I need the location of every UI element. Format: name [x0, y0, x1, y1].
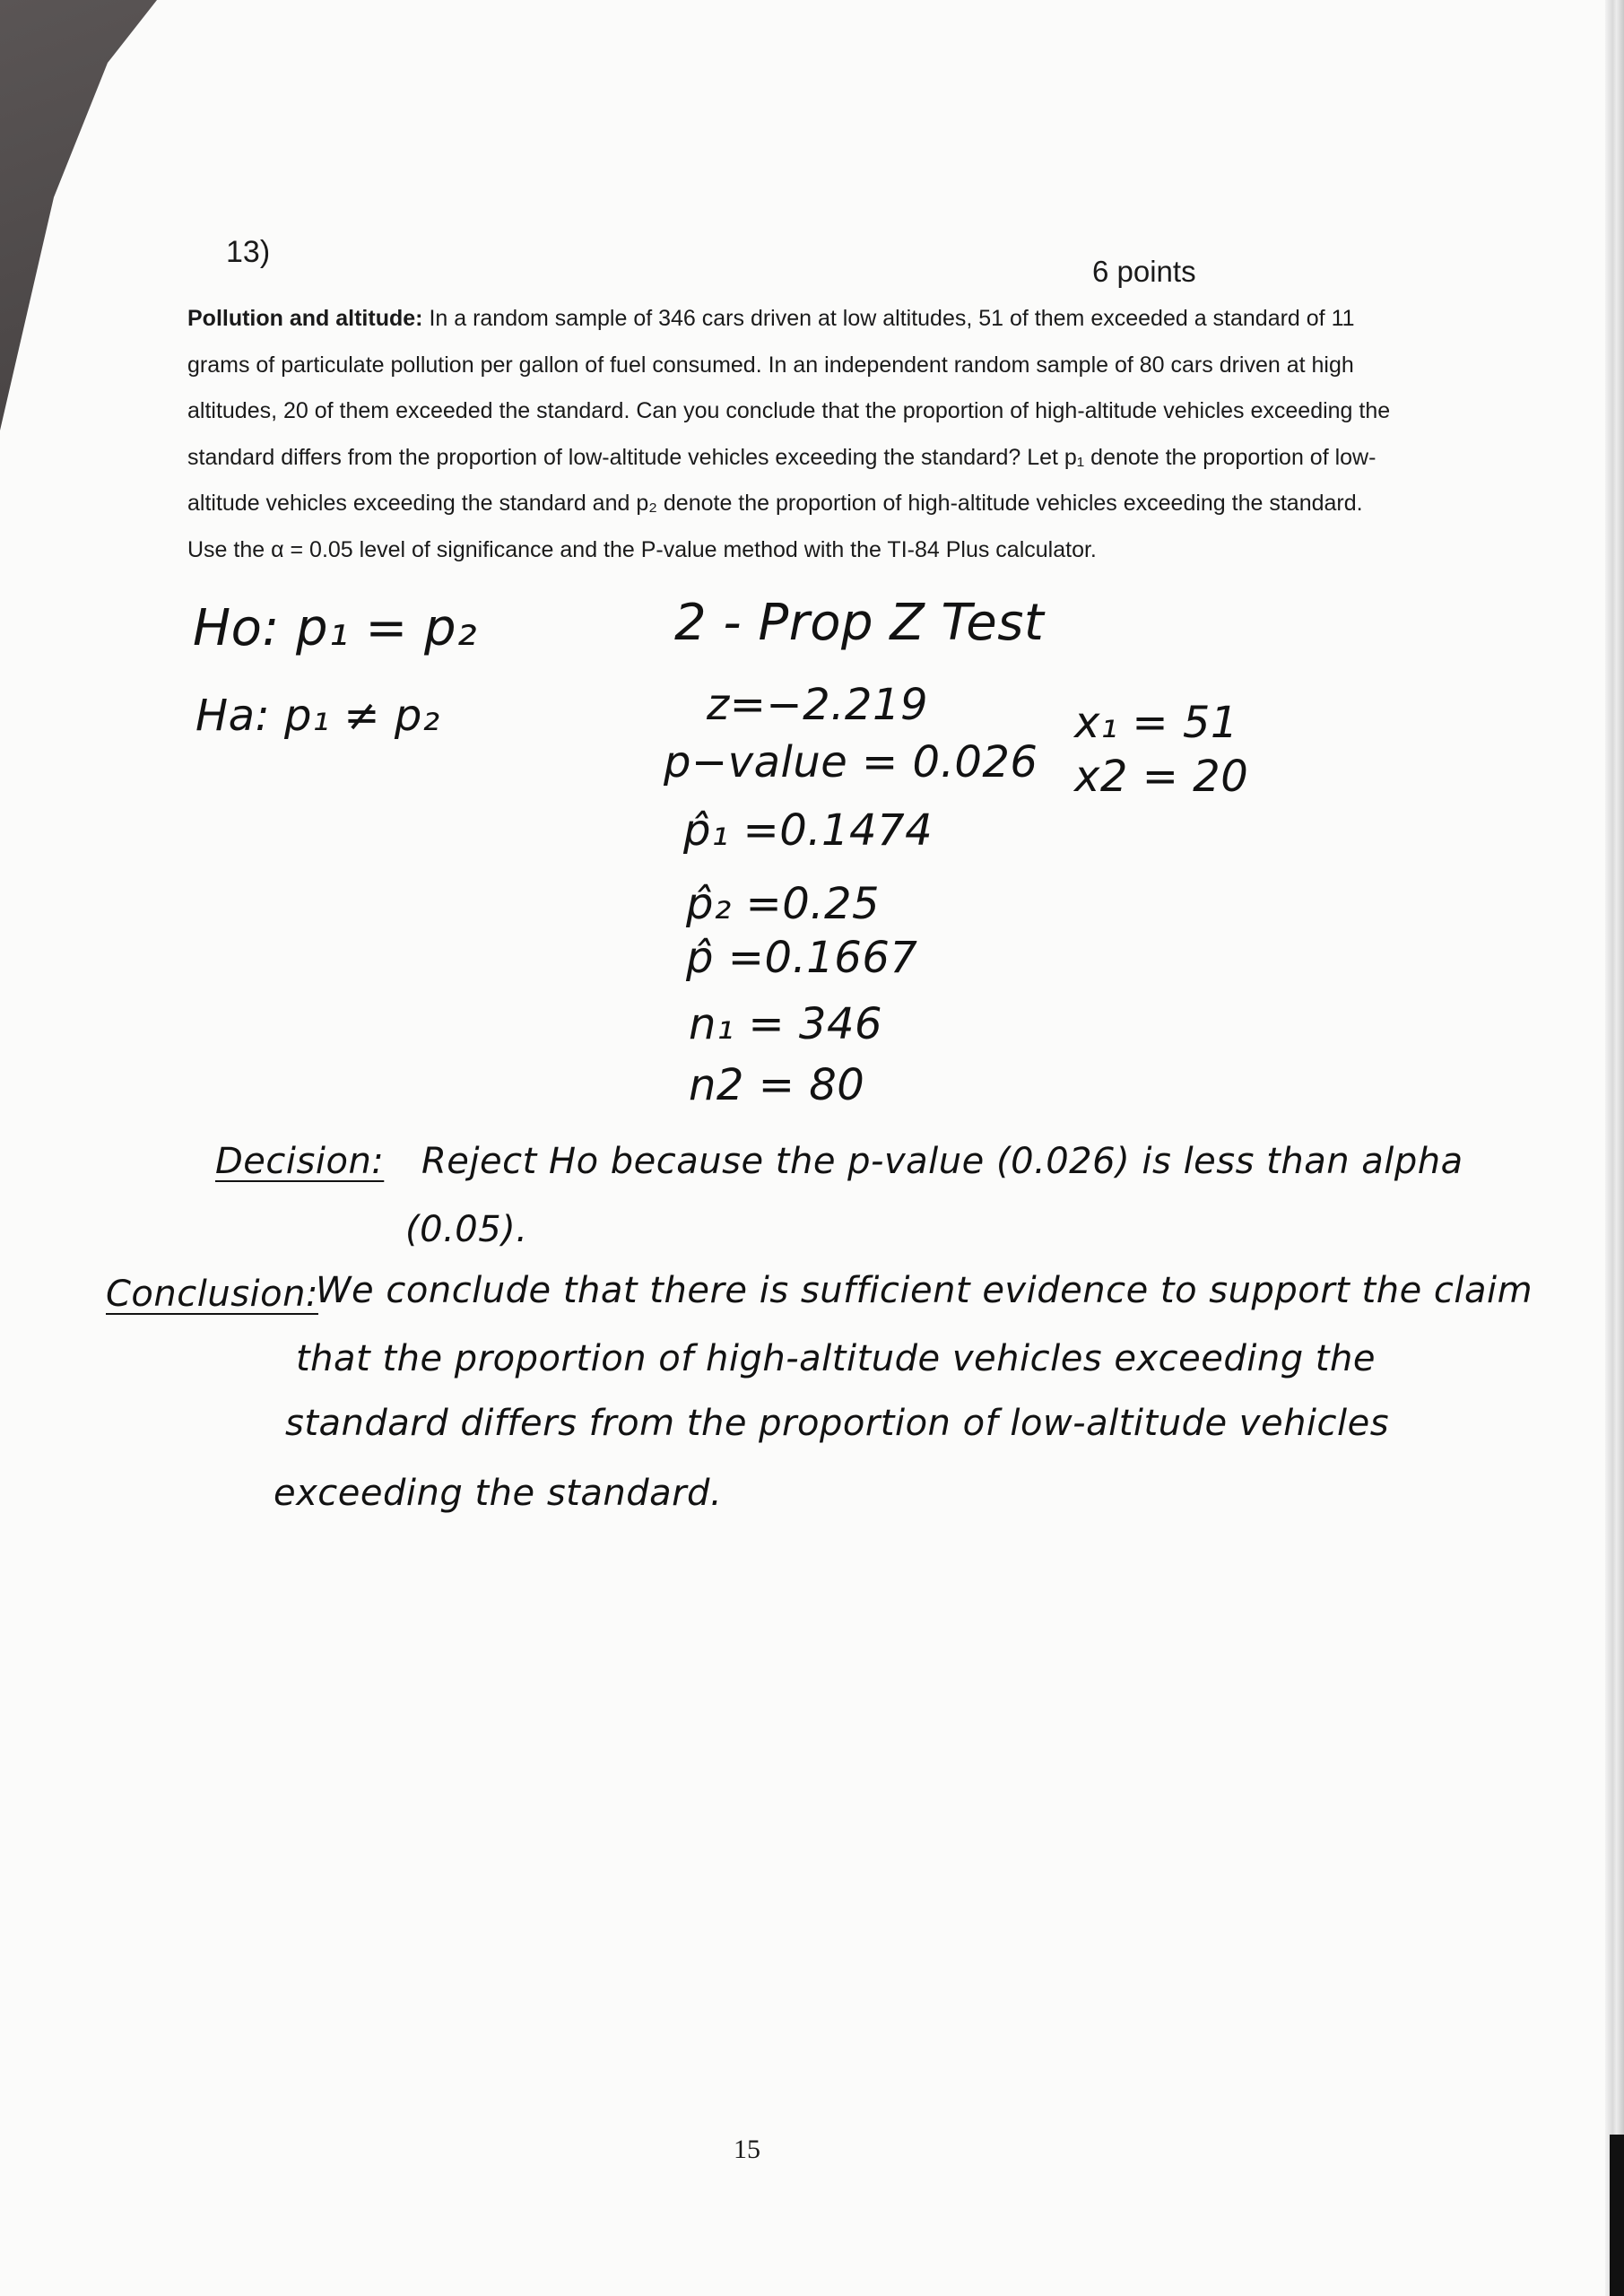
conclusion-line: standard differs from the proportion of low-altitude vehicles	[285, 1403, 1390, 1444]
successes-x1: x₁ = 51	[1074, 698, 1238, 748]
binder-edge-shadow	[1610, 2135, 1624, 2296]
decision-text: Reject Ho because the p-value (0.026) is less than alpha	[421, 1141, 1463, 1182]
p-value: p−value = 0.026	[664, 737, 1038, 787]
conclusion-line: We conclude that there is sufficient evidence to support the claim	[316, 1270, 1533, 1311]
page-number: 15	[734, 2135, 760, 2164]
conclusion-label: Conclusion:	[106, 1274, 318, 1315]
null-hypothesis: Ho: p₁ = p₂	[193, 599, 478, 657]
successes-x2: x2 = 20	[1074, 752, 1249, 802]
alternative-hypothesis: Ha: p₁ ≠ p₂	[195, 691, 440, 741]
sample-size-n1: n₁ = 346	[689, 999, 883, 1049]
decision-text-continued: (0.05).	[405, 1209, 528, 1250]
conclusion-line: exceeding the standard.	[274, 1473, 723, 1514]
question-text: In a random sample of 346 cars driven at low altitudes, 51 of them exceeded a standard of 11 grams of particulate pollution per gallon of fuel consumed. In an independent random sample of 80 cars driven at high altitudes, 20 of them exceeded the standard. Can you conclude that the proportion of high-altitude vehicles exceeding the standard differs from the proportion of low-altitude vehicles exceeding the standard? Let p₁ denote the proportion of low-altitude vehicles exceeding the standard and p₂ denote the proportion of high-altitude vehicles exceeding the standard. Use the α = 0.05 level of significance and the P-value method with the TI-84 Plus calculator.	[187, 306, 1391, 562]
question-points: 6 points	[1092, 255, 1196, 288]
question-number: 13)	[226, 235, 271, 269]
conclusion-line: that the proportion of high-altitude vehicles exceeding the	[296, 1338, 1376, 1379]
p1-hat: p̂₁ =0.1474	[683, 805, 934, 856]
question-title: Pollution and altitude:	[187, 306, 423, 331]
test-name: 2 - Prop Z Test	[674, 594, 1045, 652]
p2-hat: p̂₂ =0.25	[686, 879, 881, 929]
pooled-p-hat: p̂ =0.1667	[686, 933, 918, 983]
decision-label: Decision:	[215, 1141, 385, 1182]
sample-size-n2: n2 = 80	[689, 1060, 865, 1110]
question-prompt	[187, 296, 1407, 573]
page-stack-edge	[1605, 0, 1624, 2296]
z-statistic: z=−2.219	[707, 680, 929, 730]
